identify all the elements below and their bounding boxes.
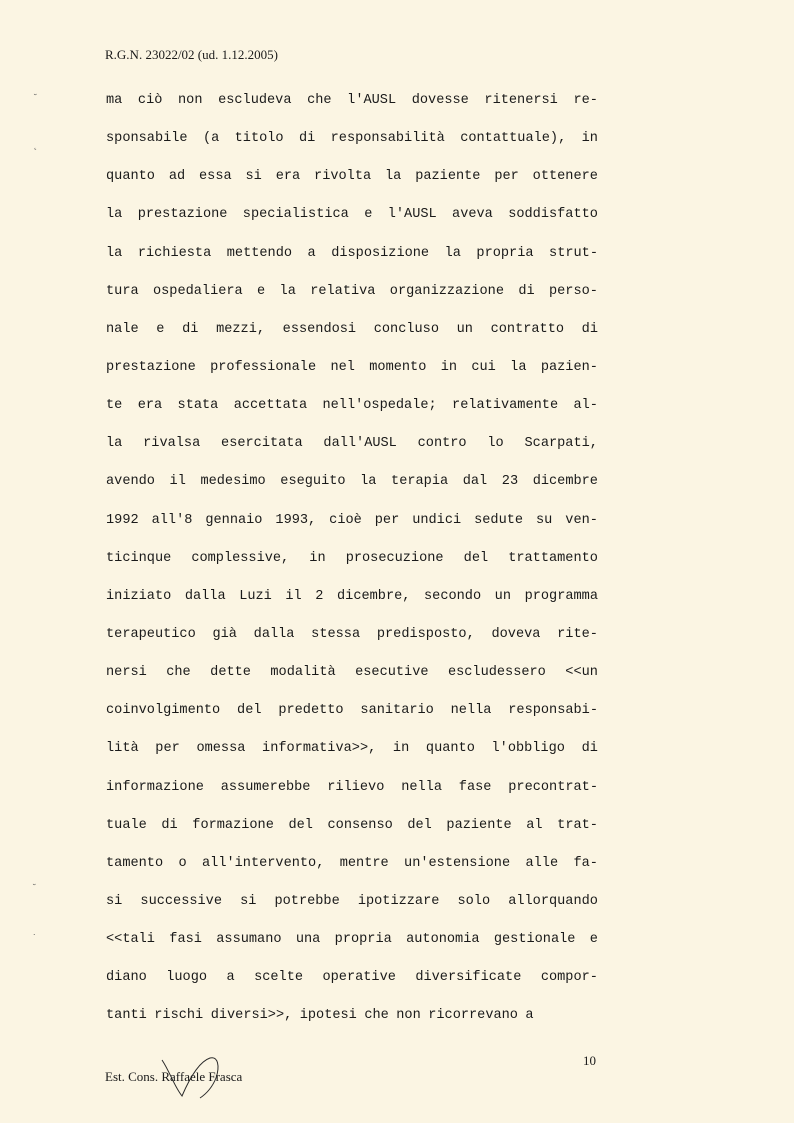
- word: era: [275, 169, 301, 185]
- word: che: [307, 93, 332, 108]
- word: medesimo: [200, 474, 266, 490]
- text-line: [106, 663, 598, 701]
- extensor-signature-line: Est. Cons. Raffaele Frasca: [105, 1069, 243, 1084]
- word: aveva: [452, 207, 493, 223]
- word: rite-: [557, 626, 598, 642]
- word: in: [309, 550, 326, 566]
- text-line: [106, 129, 598, 167]
- word: perso-: [548, 283, 598, 299]
- text-line: [106, 1006, 598, 1044]
- word: la: [106, 436, 123, 452]
- word: ottenere: [532, 169, 598, 185]
- word: rilievo: [327, 779, 385, 795]
- word: dette: [210, 665, 251, 681]
- word: si: [245, 169, 262, 185]
- word: diano: [106, 970, 147, 986]
- word: compor-: [540, 970, 598, 986]
- word: per: [155, 741, 180, 757]
- word: nel: [330, 359, 355, 375]
- word: fa-: [573, 855, 598, 871]
- text-line: [106, 472, 598, 510]
- word: operative: [322, 970, 396, 986]
- word: su: [536, 512, 553, 528]
- word: rivolta: [314, 169, 372, 185]
- word: di: [581, 321, 598, 337]
- word: dall'AUSL: [323, 436, 397, 452]
- word: e: [364, 207, 373, 223]
- margin-mark: ˘: [32, 884, 37, 894]
- word: solo: [457, 893, 491, 909]
- word: pazien-: [540, 359, 598, 375]
- word: predisposto,: [376, 626, 475, 642]
- word: nella: [401, 779, 442, 795]
- word: formazione: [192, 817, 274, 833]
- text-line: [106, 778, 598, 816]
- word: la: [385, 169, 402, 185]
- word: il: [285, 588, 302, 604]
- word: Luzi: [239, 588, 272, 604]
- case-reference: R.G.N. 23022/02 (ud. 1.12.2005): [105, 47, 278, 62]
- text-line: [106, 511, 598, 549]
- word: soddisfatto: [508, 207, 598, 223]
- word: in: [581, 131, 598, 147]
- word: l'AUSL: [347, 93, 397, 108]
- word: essendosi: [282, 321, 357, 337]
- margin-mark: ˘: [33, 94, 38, 104]
- word: ad: [168, 169, 186, 185]
- word: programma: [524, 588, 598, 604]
- word: essa: [199, 169, 232, 185]
- word: a: [525, 1008, 534, 1024]
- word: informazione: [106, 779, 204, 795]
- word: secondo: [424, 588, 482, 604]
- word: tanti: [106, 1008, 147, 1024]
- word: contro: [417, 436, 467, 452]
- word: mettendo: [226, 245, 293, 261]
- word: avendo: [106, 474, 155, 490]
- word: terapeutico: [106, 626, 196, 642]
- page-number: 10: [583, 1053, 596, 1068]
- word: era: [137, 398, 163, 414]
- text-line: [106, 816, 598, 854]
- word: del: [237, 703, 262, 719]
- word: <<un: [565, 665, 598, 681]
- word: informativa>>,: [262, 741, 377, 757]
- word: diversi>>,: [210, 1008, 293, 1024]
- word: coinvolgimento: [106, 703, 221, 719]
- word: nale: [106, 321, 139, 337]
- word: del: [288, 817, 313, 833]
- text-line: [106, 739, 598, 777]
- word: trattamento: [508, 550, 598, 566]
- word: tamento: [106, 855, 164, 871]
- word: per: [494, 169, 519, 185]
- word: luogo: [166, 970, 208, 986]
- word: di: [581, 741, 598, 757]
- text-line: [106, 968, 598, 1006]
- word: organizzazione: [389, 283, 504, 299]
- word: a: [307, 245, 316, 261]
- word: del: [463, 550, 489, 566]
- text-line: [106, 930, 598, 968]
- word: del: [407, 817, 432, 833]
- word: gennaio: [205, 512, 263, 528]
- word: non: [178, 93, 203, 108]
- word: concluso: [373, 321, 439, 337]
- word: ticinque: [106, 550, 172, 566]
- text-line: [106, 892, 598, 930]
- word: (a: [202, 131, 220, 147]
- word: nell'ospedale;: [322, 398, 437, 414]
- word: dicembre: [532, 474, 598, 490]
- word: Scarpati,: [524, 436, 598, 452]
- word: propria: [476, 245, 534, 261]
- word: dal: [462, 474, 488, 490]
- word: momento: [369, 359, 427, 375]
- word: tura: [106, 283, 139, 299]
- word: nersi: [106, 665, 147, 681]
- word: te: [106, 398, 123, 414]
- word: per: [374, 512, 400, 528]
- word: la: [510, 359, 527, 375]
- word: propria: [334, 932, 392, 948]
- word: cui: [471, 359, 496, 375]
- text-line: [106, 358, 598, 396]
- word: doveva: [491, 626, 541, 642]
- word: che: [166, 665, 191, 681]
- word: sanitario: [360, 703, 434, 719]
- word: fasi: [169, 932, 202, 948]
- word: modalità: [270, 665, 336, 681]
- text-line: [106, 282, 598, 320]
- word: il: [169, 474, 186, 490]
- word: titolo: [234, 131, 284, 147]
- word: prosecuzione: [345, 550, 444, 566]
- word: lo: [487, 436, 504, 452]
- word: si: [240, 893, 257, 909]
- text-line: [106, 549, 598, 587]
- word: disposizione: [331, 245, 430, 261]
- word: richiesta: [137, 245, 212, 261]
- word: mezzi,: [216, 321, 266, 337]
- word: precontrat-: [508, 779, 598, 795]
- word: di: [518, 283, 535, 299]
- word: omessa: [196, 741, 246, 757]
- word: la: [279, 283, 296, 299]
- word: relativamente: [452, 398, 559, 414]
- word: quanto: [106, 169, 155, 185]
- word: che: [364, 1008, 389, 1024]
- word: 1993,: [275, 512, 317, 528]
- word: escludessero: [447, 665, 546, 681]
- word: <<tali: [106, 932, 155, 948]
- body-text: [106, 91, 598, 1045]
- word: dovesse: [411, 93, 469, 108]
- word: 23: [501, 474, 519, 490]
- word: e: [589, 932, 598, 948]
- text-line: [106, 701, 598, 739]
- word: all'8: [151, 512, 193, 528]
- text-line: [106, 854, 598, 892]
- word: iniziato: [106, 588, 172, 604]
- word: la: [360, 474, 377, 490]
- word: in: [440, 359, 458, 375]
- word: consenso: [327, 817, 393, 833]
- word: scelte: [254, 970, 304, 986]
- word: eseguito: [280, 474, 346, 490]
- word: e: [257, 283, 266, 299]
- word: in: [392, 741, 410, 757]
- word: tuale: [106, 817, 147, 833]
- word: ricorrevano: [428, 1008, 518, 1024]
- word: sponsabile: [106, 131, 188, 147]
- word: la: [106, 245, 123, 261]
- word: strut-: [549, 245, 598, 261]
- word: di: [161, 817, 178, 833]
- word: paziente: [446, 817, 512, 833]
- margin-mark: ˛: [33, 141, 38, 151]
- word: e: [156, 321, 165, 337]
- word: fase: [458, 779, 492, 795]
- word: a: [226, 970, 235, 986]
- word: potrebbe: [274, 893, 340, 909]
- word: esercitata: [221, 436, 303, 452]
- word: ma: [106, 93, 123, 108]
- word: predetto: [278, 703, 344, 719]
- word: nella: [450, 703, 492, 719]
- word: di: [298, 131, 316, 147]
- text-line: [106, 434, 598, 472]
- word: un: [494, 588, 511, 604]
- text-line: [106, 587, 598, 625]
- word: dalla: [184, 588, 226, 604]
- word: assumerebbe: [220, 779, 311, 795]
- word: già: [212, 626, 237, 642]
- text-line: [106, 205, 598, 243]
- word: autonomia: [406, 932, 480, 948]
- text-line: [106, 244, 598, 282]
- word: di: [182, 321, 199, 337]
- word: rischi: [154, 1008, 204, 1024]
- word: sedute: [474, 512, 524, 528]
- word: paziente: [415, 169, 481, 185]
- text-line: [106, 167, 598, 205]
- word: la: [444, 245, 461, 261]
- word: al: [526, 817, 543, 833]
- word: trat-: [557, 817, 598, 833]
- word: prestazione: [137, 207, 228, 223]
- word: ipotesi: [299, 1008, 357, 1024]
- word: allorquando: [508, 893, 598, 909]
- word: specialistica: [242, 207, 349, 223]
- word: un: [456, 321, 473, 337]
- word: stessa: [311, 626, 361, 642]
- word: responsabilità: [330, 131, 445, 147]
- margin-mark: ˙: [32, 934, 37, 944]
- word: l'AUSL: [387, 207, 437, 223]
- word: all'intervento,: [202, 855, 325, 871]
- word: contratto: [490, 321, 565, 337]
- word: dicembre,: [337, 588, 411, 604]
- word: accettata: [233, 398, 308, 414]
- word: diversificate: [415, 970, 522, 986]
- word: lità: [106, 741, 139, 757]
- text-line: [106, 625, 598, 663]
- word: stata: [177, 398, 219, 414]
- word: gestionale: [493, 932, 576, 948]
- word: professionale: [210, 359, 317, 375]
- word: complessive,: [191, 550, 290, 566]
- word: dalla: [253, 626, 295, 642]
- word: o: [178, 855, 187, 871]
- word: prestazione: [106, 359, 196, 375]
- text-line: [106, 91, 598, 129]
- word: contattuale),: [460, 131, 567, 147]
- word: responsabi-: [508, 703, 598, 719]
- word: quanto: [425, 741, 475, 757]
- word: successive: [140, 893, 222, 909]
- word: la: [106, 207, 123, 223]
- word: rivalsa: [143, 436, 201, 452]
- word: alle: [525, 855, 559, 871]
- word: 1992: [106, 512, 139, 528]
- word: 2: [315, 588, 324, 604]
- word: una: [295, 932, 321, 948]
- word: escludeva: [218, 93, 292, 108]
- word: relativa: [310, 283, 376, 299]
- word: assumano: [216, 932, 282, 948]
- word: si: [106, 893, 123, 909]
- word: re-: [573, 93, 598, 108]
- word: ipotizzare: [357, 893, 440, 909]
- word: terapia: [391, 474, 449, 490]
- word: ritenersi: [484, 93, 558, 108]
- word: esecutive: [355, 665, 429, 681]
- word: cioè: [329, 512, 362, 528]
- word: ciò: [137, 93, 163, 108]
- word: ospedaliera: [152, 283, 243, 299]
- text-line: [106, 320, 598, 358]
- word: undici: [412, 512, 462, 528]
- word: un'estensione: [404, 855, 511, 871]
- word: non: [396, 1008, 421, 1024]
- word: ven-: [565, 512, 598, 528]
- text-line: [106, 396, 598, 434]
- word: l'obbligo: [491, 741, 565, 757]
- word: mentre: [339, 855, 389, 871]
- word: al-: [573, 398, 598, 414]
